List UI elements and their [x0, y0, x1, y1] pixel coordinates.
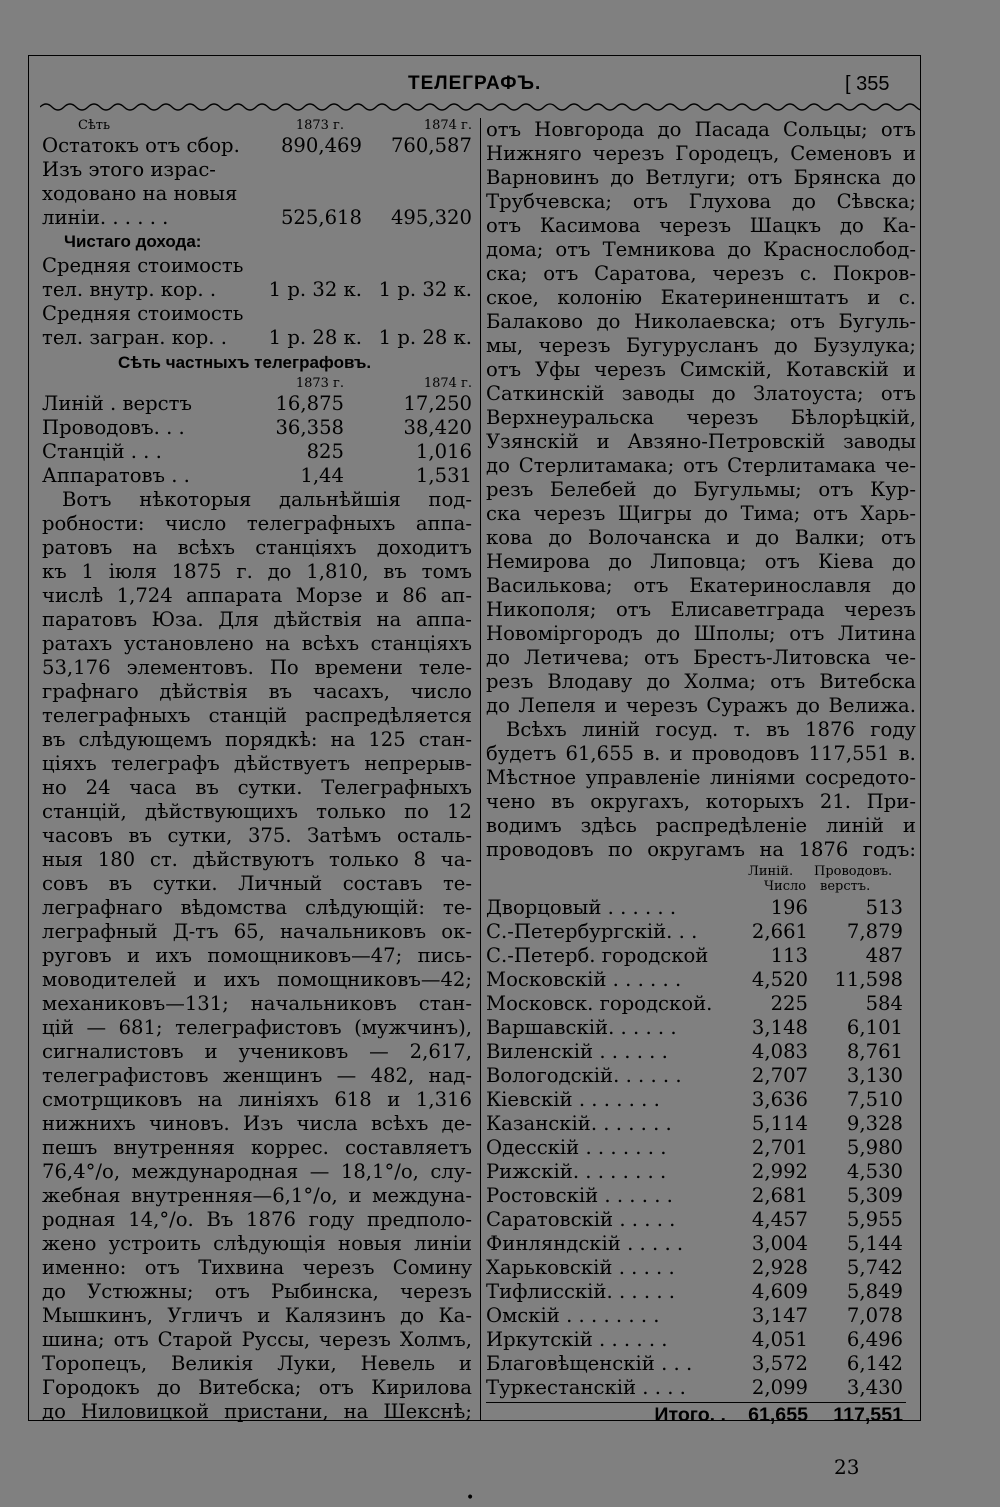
district-name: Кіевскій . . . . . . . — [486, 1088, 660, 1111]
district-lines: 113 — [770, 944, 808, 967]
district-name: Туркестанскій . . . . — [486, 1376, 686, 1399]
district-wires: 11,598 — [834, 968, 903, 991]
district-lines: 4,609 — [751, 1280, 808, 1303]
text-line: Городокъ до Витебска; отъ Кирилова — [42, 1376, 472, 1399]
district-lines: 4,083 — [751, 1040, 808, 1063]
text-line: отъ Уфы черезъ Симскій, Котавскій и — [486, 358, 916, 381]
stat-value-1873: 1 р. 28 к. — [268, 326, 362, 349]
stat-value-1874: 1,531 — [415, 464, 472, 487]
district-name: С.-Петерб. городской — [486, 944, 709, 967]
stat-value-1874: 1,016 — [415, 440, 472, 463]
text-line: отъ Касимова черезъ Шацкъ до Ка- — [486, 214, 916, 237]
district-wires: 7,078 — [846, 1304, 903, 1327]
district-row — [486, 1088, 916, 1112]
text-line: до Устюжны; отъ Рыбинска, черезъ — [42, 1280, 472, 1303]
col-lines-label: Линій. — [748, 864, 794, 879]
text-line: Всѣхъ линій госуд. т. въ 1876 году — [506, 718, 916, 741]
district-lines: 3,148 — [751, 1016, 808, 1039]
text-line: резъ Белебей до Бугульмы; отъ Кур- — [486, 478, 916, 501]
district-row — [486, 1040, 916, 1064]
text-line: числѣ 1,724 аппарата Морзе и 86 ап- — [42, 584, 472, 607]
stat-row — [42, 182, 472, 206]
text-line: Василькова; отъ Екатеринославля до — [486, 574, 916, 597]
stat-value-1873 — [243, 302, 362, 326]
district-row — [486, 1016, 916, 1040]
district-wires: 584 — [865, 992, 903, 1015]
district-lines: 2,707 — [751, 1064, 808, 1087]
district-wires: 5,309 — [846, 1184, 903, 1207]
stat-label: Аппаратовъ . . — [42, 464, 190, 487]
stat-value-1873: 890,469 — [280, 134, 362, 157]
text-line: станцій, дѣйствующихъ только по 12 — [42, 800, 472, 823]
stat-value-1874 — [362, 158, 472, 182]
district-lines: 3,572 — [751, 1352, 808, 1375]
stat-label: Линій . верстъ — [42, 392, 192, 415]
district-wires: 3,130 — [846, 1064, 903, 1087]
text-line: именно: отъ Тихвина черезъ Соминy — [42, 1256, 472, 1279]
district-wires: 5,849 — [846, 1280, 903, 1303]
district-lines: 196 — [770, 896, 808, 919]
district-name: Тифлисскій. . . . . . — [486, 1280, 676, 1303]
text-line: моводителей и ихъ помощниковъ—42; — [42, 968, 472, 991]
text-line: жено устроить слѣдующія новыя линіи — [42, 1232, 472, 1255]
text-line: мы, черезъ Бугурусланъ до Бузулука; — [486, 334, 916, 357]
stat-row — [42, 278, 472, 302]
stat-value-1874 — [362, 182, 472, 206]
district-row — [486, 992, 916, 1016]
district-name: Вологодскій. . . . . . — [486, 1064, 682, 1087]
district-wires: 4,530 — [846, 1160, 903, 1183]
stat-label: Средняя стоимость — [42, 302, 244, 325]
year-1873: 1873 г. — [295, 376, 344, 391]
stat-row — [42, 302, 472, 326]
text-line: цій — 681; телеграфистовъ (мужчинъ), — [42, 1016, 472, 1039]
text-line: Новоміргородъ до Шполы; отъ Литина — [486, 622, 916, 645]
district-wires: 7,879 — [846, 920, 903, 943]
district-row — [486, 1136, 916, 1160]
text-line: Мѣстное управленіе линіями сосредото- — [486, 766, 916, 789]
district-wires: 6,496 — [846, 1328, 903, 1351]
stat-value-1874: 495,320 — [390, 206, 472, 229]
text-line: телеграфистовъ женщинъ — 482, над- — [42, 1064, 472, 1087]
district-name: Благовѣщенскій . . . — [486, 1352, 693, 1375]
stat-row — [42, 254, 472, 278]
district-lines: 225 — [770, 992, 808, 1015]
total-row — [486, 1403, 916, 1427]
district-row — [486, 920, 916, 944]
district-lines: 4,051 — [751, 1328, 808, 1351]
text-line: чено въ округахъ, которыхъ 21. При- — [486, 790, 916, 813]
private-stat-row — [42, 392, 472, 416]
page-number: [ 355 — [845, 73, 890, 95]
district-row — [486, 968, 916, 992]
stat-value-1874: 38,420 — [403, 416, 472, 439]
text-line: ныя 180 ст. дѣйствуютъ только 8 ча- — [42, 848, 472, 871]
stat-label: Станцій . . . — [42, 440, 162, 463]
text-line: нижнихъ чиновъ. Изъ числа всѣхъ де- — [42, 1112, 472, 1135]
text-line: проводовъ по округамъ на 1876 годъ: — [486, 838, 916, 861]
district-row — [486, 1232, 916, 1256]
district-lines: 5,114 — [751, 1112, 808, 1135]
district-lines: 3,636 — [751, 1088, 808, 1111]
text-line: пешъ внутренняя коррес. составляетъ — [42, 1136, 472, 1159]
district-row — [486, 896, 916, 920]
district-wires: 5,955 — [846, 1208, 903, 1231]
text-line: до Стерлитамака; отъ Стерлитамака че- — [486, 454, 916, 477]
stat-label: ходовано на новыя — [42, 182, 238, 205]
stat-label: линіи. . . . . . — [42, 206, 169, 229]
stat-row — [42, 158, 472, 182]
district-row — [486, 944, 916, 968]
text-line: Верхнеуральска черезъ Бѣлорѣцкій, — [486, 406, 916, 429]
text-line: ское, колонію Екатериненштатъ и с. — [486, 286, 916, 309]
text-line: Мышкинъ, Угличъ и Калязинъ до Ка- — [42, 1304, 472, 1327]
total-wires: 117,551 — [833, 1404, 903, 1426]
district-name: Иркутскій . . . . . . — [486, 1328, 668, 1351]
wavy-rule — [40, 98, 920, 116]
district-name: Финляндскій . . . . . — [486, 1232, 684, 1255]
stat-label: Изъ этого израс- — [42, 158, 216, 181]
text-line: совъ въ сутки. Личный составъ те- — [42, 872, 472, 895]
text-line: Варновинъ до Ветлуги; отъ Брянска до — [486, 166, 916, 189]
stat-value-1873: 16,875 — [275, 392, 344, 415]
text-line: Вотъ нѣкоторыя дальнѣйшія под- — [62, 488, 472, 511]
district-row — [486, 1208, 916, 1232]
text-line: Узянскій и Авзяно-Петровскій заводы — [486, 430, 916, 453]
stat-value-1873: 1,44 — [300, 464, 344, 487]
district-name: Казанскій. . . . . . . — [486, 1112, 672, 1135]
text-line: Торопецъ, Великія Луки, Невель и — [42, 1352, 472, 1375]
district-row — [486, 1256, 916, 1280]
stat-value-1874: 760,587 — [390, 134, 472, 157]
net-table-header — [42, 118, 472, 134]
column-rule — [480, 118, 481, 1420]
text-line: кова до Волочанска и до Валки; отъ — [486, 526, 916, 549]
stat-value-1873 — [243, 254, 362, 278]
district-name: Дворцовый . . . . . . — [486, 896, 677, 919]
col-number-label: Число — [764, 879, 807, 894]
running-title: ТЕЛЕГРАФЪ. — [408, 73, 542, 94]
stat-value-1873: 1 р. 32 к. — [268, 278, 362, 301]
stat-label: Проводовъ. . . — [42, 416, 185, 439]
district-row — [486, 1304, 916, 1328]
col-wires-label: Проводовъ. — [814, 864, 893, 879]
net-income-heading: Чистаго дохода: — [64, 232, 202, 251]
text-line: резъ Влодаву до Холма; отъ Витебска — [486, 670, 916, 693]
stat-row — [42, 326, 472, 350]
district-lines: 2,928 — [751, 1256, 808, 1279]
district-lines: 2,661 — [751, 920, 808, 943]
district-row — [486, 1376, 916, 1400]
district-name: Виленскій . . . . . . — [486, 1040, 668, 1063]
district-name: Варшавскій. . . . . . — [486, 1016, 677, 1039]
stat-label: Остатокъ отъ сбор. — [42, 134, 240, 157]
right-column — [486, 118, 916, 1427]
text-line: ціяхъ телеграфъ дѣйствуетъ непрерыв- — [42, 752, 472, 775]
footer-dot: • — [466, 1490, 475, 1506]
district-name: Омскій . . . . . . . . — [486, 1304, 660, 1327]
text-line: Трубчевска; отъ Глухова до Сѣвска; — [486, 190, 916, 213]
spacer — [42, 376, 234, 392]
district-name: Саратовскій . . . . . — [486, 1208, 676, 1231]
text-line: къ 1 іюля 1875 г. до 1,810, въ томъ — [42, 560, 472, 583]
stat-value-1873 — [242, 182, 362, 206]
text-line: въ слѣдующемъ порядкѣ: на 125 стан- — [42, 728, 472, 751]
text-line: будетъ 61,655 в. и проводовъ 117,551 в. — [486, 742, 916, 765]
total-lines: 61,655 — [748, 1404, 808, 1426]
district-row — [486, 1184, 916, 1208]
private-stat-row — [42, 464, 472, 488]
text-line: сигналистовъ и учениковъ — 2,617, — [42, 1040, 472, 1063]
total-label: Итого. . — [654, 1404, 726, 1426]
district-row — [486, 1352, 916, 1376]
col-versts-label: верстъ. — [820, 879, 871, 894]
district-wires: 9,328 — [846, 1112, 903, 1135]
district-wires: 5,980 — [846, 1136, 903, 1159]
district-wires: 6,101 — [846, 1016, 903, 1039]
year-1874: 1874 г. — [423, 376, 472, 391]
private-stat-row — [42, 416, 472, 440]
text-line: Немирова до Липовца; отъ Кіева до — [486, 550, 916, 573]
private-telegraph-heading: Сѣть частныхъ телеграфовъ. — [118, 353, 372, 372]
stat-label: Средняя стоимость — [42, 254, 244, 277]
district-row — [486, 1280, 916, 1304]
text-line: графнаго дѣйствія въ часахъ, число — [42, 680, 472, 703]
district-lines: 2,681 — [751, 1184, 808, 1207]
text-line: телеграфныхъ станцій распредѣляется — [42, 704, 472, 727]
stat-value-1874 — [363, 254, 472, 278]
district-lines: 2,701 — [751, 1136, 808, 1159]
text-line: ратовъ на всѣхъ станціяхъ доходитъ — [42, 536, 472, 559]
text-line: ска; отъ Саратова, черезъ с. Покров- — [486, 262, 916, 285]
district-row — [486, 1328, 916, 1352]
stat-value-1873: 36,358 — [275, 416, 344, 439]
text-line: дома; отъ Темникова до Краснослобод- — [486, 238, 916, 261]
stat-value-1873: 525,618 — [280, 206, 362, 229]
text-line: Никополя; отъ Елисаветграда черезъ — [486, 598, 916, 621]
district-lines: 3,147 — [751, 1304, 808, 1327]
left-column — [42, 118, 472, 1424]
district-name: Харьковскій . . . . . — [486, 1256, 675, 1279]
district-name: Московск. городской. — [486, 992, 713, 1015]
text-line: 53,176 элементовъ. По времени теле- — [42, 656, 472, 679]
year-1873: 1873 г. — [295, 118, 344, 133]
stat-value-1873: 825 — [306, 440, 344, 463]
private-table-header — [42, 376, 472, 392]
net-label: Сѣть — [78, 118, 111, 133]
text-line: Нижняго черезъ Городецъ, Семеновъ и — [486, 142, 916, 165]
text-line: до Лепеля и черезъ Суражъ до Велижа. — [486, 694, 916, 717]
district-wires: 8,761 — [846, 1040, 903, 1063]
text-line: но 24 часа въ сутки. Телеграфныхъ — [42, 776, 472, 799]
text-line: паратовъ Юза. Для дѣйствія на аппа- — [42, 608, 472, 631]
district-name: Московскій . . . . . . — [486, 968, 682, 991]
year-1874: 1874 г. — [423, 118, 472, 133]
district-lines: 2,992 — [751, 1160, 808, 1183]
text-line: отъ Новгорода до Пасада Сольцы; отъ — [486, 118, 916, 141]
district-row — [486, 1112, 916, 1136]
text-line: ратахъ установлено на всѣхъ станціяхъ — [42, 632, 472, 655]
district-row — [486, 1064, 916, 1088]
text-line: робности: число телеграфныхъ аппа- — [42, 512, 472, 535]
district-row — [486, 1160, 916, 1184]
district-lines: 4,457 — [751, 1208, 808, 1231]
stat-value-1873 — [242, 158, 362, 182]
district-wires: 487 — [865, 944, 903, 967]
stat-value-1874: 1 р. 32 к. — [378, 278, 472, 301]
signature-number: 23 — [834, 1455, 860, 1479]
text-line: механиковъ—131; начальниковъ стан- — [42, 992, 472, 1015]
text-line: шина; отъ Старой Руссы, черезъ Холмъ, — [42, 1328, 472, 1351]
district-lines: 2,099 — [751, 1376, 808, 1399]
district-lines: 3,004 — [751, 1232, 808, 1255]
text-line: руговъ и ихъ помощниковъ—47; пись- — [42, 944, 472, 967]
district-wires: 7,510 — [846, 1088, 903, 1111]
district-wires: 5,742 — [846, 1256, 903, 1279]
text-line: часовъ въ сутки, 375. Затѣмъ осталь- — [42, 824, 472, 847]
district-name: Рижскій. . . . . . . . — [486, 1160, 667, 1183]
text-line: леграфнаго вѣдомства слѣдующій: те- — [42, 896, 472, 919]
text-line: до Летичева; отъ Брестъ-Литовска че- — [486, 646, 916, 669]
stat-label: тел. загран. кор. . — [42, 326, 227, 349]
district-lines: 4,520 — [751, 968, 808, 991]
stat-value-1874: 1 р. 28 к. — [378, 326, 472, 349]
text-line: родная 14,°/о. Въ 1876 году предполо- — [42, 1208, 472, 1231]
district-name: Одесскій . . . . . . . — [486, 1136, 667, 1159]
text-line: жебная внутренняя—6,1°/о, и междуна- — [42, 1184, 472, 1207]
text-line: до Ниловицкой пристани, на Шекснѣ; — [42, 1400, 472, 1423]
text-line: водимъ здѣсь распредѣленіе линій и — [486, 814, 916, 837]
stat-row — [42, 206, 472, 230]
text-line: леграфный Д-тъ 65, начальниковъ ок- — [42, 920, 472, 943]
stat-row — [42, 134, 472, 158]
district-name: Ростовскій . . . . . . — [486, 1184, 673, 1207]
stat-value-1874: 17,250 — [403, 392, 472, 415]
district-name: С.-Петербургскій. . . — [486, 920, 698, 943]
stat-label: тел. внутр. кор. . — [42, 278, 217, 301]
district-wires: 513 — [865, 896, 903, 919]
private-stat-row — [42, 440, 472, 464]
text-line: Саткинскій заводы до Златоуста; отъ — [486, 382, 916, 405]
district-wires: 5,144 — [846, 1232, 903, 1255]
text-line: ска черезъ Щигры до Тима; отъ Харь- — [486, 502, 916, 525]
text-line: 76,4°/о, международная — 18,1°/о, слу- — [42, 1160, 472, 1183]
district-table-header — [486, 862, 916, 896]
district-wires: 3,430 — [846, 1376, 903, 1399]
stat-value-1874 — [363, 302, 472, 326]
text-line: смотрщиковъ на линіяхъ 618 и 1,316 — [42, 1088, 472, 1111]
text-line: Балаково до Николаевска; отъ Бугуль- — [486, 310, 916, 333]
district-wires: 6,142 — [846, 1352, 903, 1375]
